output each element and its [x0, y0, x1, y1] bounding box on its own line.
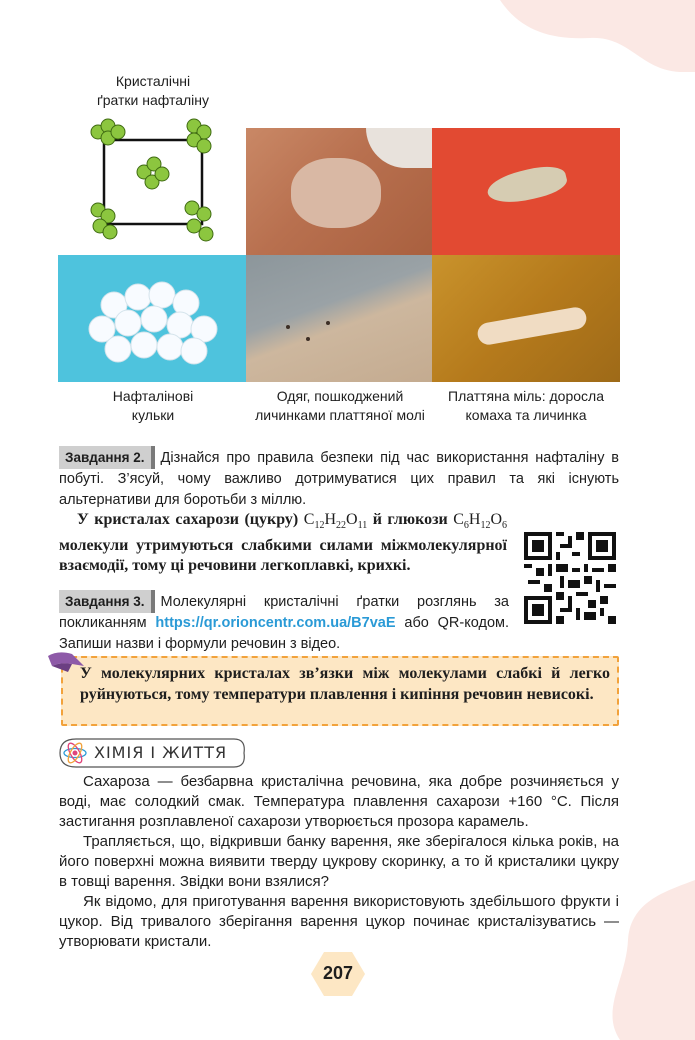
task-2-label: Завдання 2.	[59, 446, 155, 469]
lattice-caption: Кристалічні ґратки нафталіну	[96, 73, 210, 108]
callout-text: У молекулярних кристалах зв’язки між молекулами слабкі й легко руйнуються, тому температури плавлення і кипіння речовин невисокі.	[80, 665, 610, 703]
section-title: ХІМІЯ І ЖИТТЯ	[94, 743, 228, 762]
sucrose-paragraph: У кристалах сахарози (цукру) $C_{12}H_{22}O_{11}$ й глюкози $C_6H_{12}O_6$ молекули утримуються слабкими силами міжмолекулярної взаємодії, тому ці речовини легкоплавкі, крихкі.	[59, 511, 508, 575]
moth-caption: Платтяна міль: доросла комаха та личинка	[448, 388, 604, 423]
naphthalene-balls-caption: Нафталінові кульки	[112, 388, 194, 423]
task-3: Завдання 3. Молекулярні кристалічні ґратки розглянь за покликанням https://qr.orioncentr.com.ua/B7vaE або QR-кодом. Запиши назви і формули речовин з відео.	[59, 590, 509, 655]
moth-larva-photo	[432, 255, 620, 382]
atom-icon	[62, 740, 88, 766]
task-3-link[interactable]: https://qr.orioncentr.com.ua/B7vaE	[155, 615, 396, 631]
paragraph-3: Як відомо, для приготування варення використовують здебільшого фрукти і цукор. Від тривалого зберігання варення цукор починає кристалізуватись — утворювати кристали.	[59, 893, 619, 950]
paragraph-1: Сахароза — безбарвна кристалічна речовина, яка добре розчиняється у воді, має солодкий смак. Температура плавлення сахарози +160 °С. Після застигання розплавленої сахарози утворюється прозора карамель.	[59, 773, 619, 830]
naphthalene-lattice-image	[82, 112, 222, 252]
paragraph-2: Трапляється, що, відкривши банку варення, яке зберігалося кілька років, на його поверхні можна виявити тверду цукрову скоринку, а то й кристалики цукру в товщі варення. Звідки вони взялися?	[59, 833, 619, 890]
section-header	[58, 736, 248, 770]
damaged-clothing-caption: Одяг, пошкоджений личинками платтяної молі	[255, 388, 425, 423]
moth-holes-sweater-photo	[246, 255, 432, 382]
corner-decoration-top	[480, 0, 695, 80]
qr-code[interactable]	[524, 532, 616, 624]
task-2	[59, 446, 619, 511]
task-2-text: Дізнайся про правила безпеки під час використання нафталіну в побуті. З’ясуй, чому важливо дотримуватися цих правил та які існують альтернативи для боротьби з міллю.	[59, 450, 619, 508]
task-3-label: Завдання 3.	[59, 590, 155, 613]
sucrose-formula: $C_{12}H_{22}O_{11}$	[303, 511, 368, 532]
naphthalene-balls-photo	[58, 255, 246, 382]
moth-adult-photo	[432, 128, 620, 255]
glucose-formula: $C_6H_{12}O_6$	[453, 511, 508, 532]
page-number: 207	[322, 963, 354, 983]
damaged-clothing-photo	[246, 128, 432, 255]
